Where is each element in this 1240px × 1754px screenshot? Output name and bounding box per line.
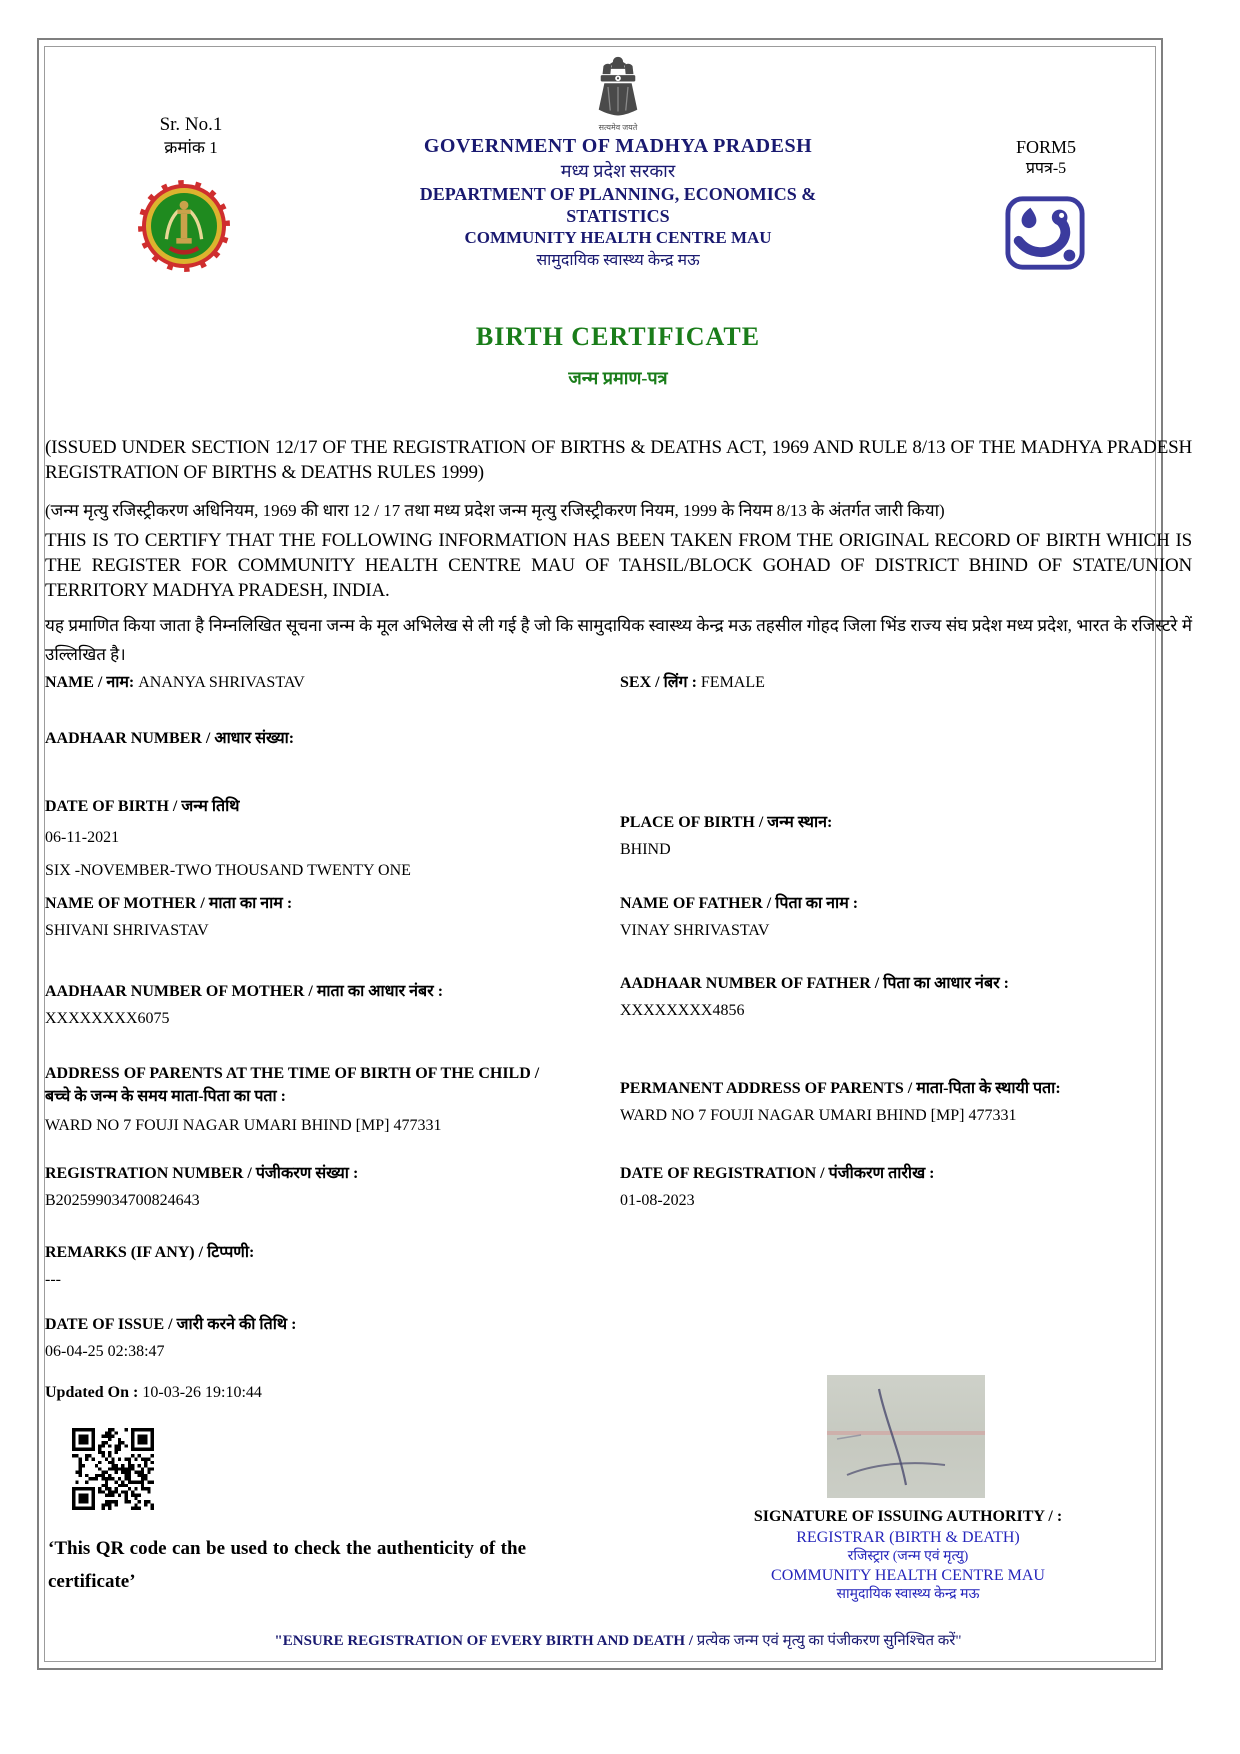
crs-logo-icon [1004,194,1086,272]
form-number-en: FORM5 [1015,137,1077,157]
serial-number [121,113,261,159]
field-mother-label: NAME OF MOTHER / माता का नाम : [45,895,293,912]
field-sex-label: SEX / लिंग : [620,674,697,691]
footer-slogan [40,1630,1196,1650]
field-issue-value: 06-04-25 02:38:47 [45,1343,165,1360]
field-aadhaar-child-label: AADHAAR NUMBER / आधार संख्या: [45,730,295,747]
field-mother-name [45,893,292,941]
field-father-label: NAME OF FATHER / पिता का नाम : [620,895,859,912]
field-father-aadhaar-label: AADHAAR NUMBER OF FATHER / पिता का आधार नंबर : [620,975,1009,992]
department-line: DEPARTMENT OF PLANNING, ECONOMICS & STATISTICS [419,184,817,226]
field-sex-value: FEMALE [700,674,765,691]
field-dob-label: DATE OF BIRTH / जन्म तिथि [45,798,240,815]
field-permanent-address-value: WARD NO 7 FOUJI NAGAR UMARI BHIND [MP] 477331 [620,1107,1017,1124]
field-remarks [45,1242,254,1290]
field-father-value: VINAY SHRIVASTAV [620,922,770,939]
government-line: GOVERNMENT OF MADHYA PRADESH [423,135,813,157]
page-title-hi: जन्म प्रमाण-पत्र [568,368,668,388]
field-permanent-address-label: PERMANENT ADDRESS OF PARENTS / माता-पिता के स्थायी पता: [620,1080,1061,1097]
field-place-of-birth [620,812,832,860]
field-name-label: NAME / नाम: [45,674,135,691]
signature-block [658,1506,1158,1604]
serial-number-en: Sr. No.1 [159,114,223,135]
field-updated-on [45,1382,262,1403]
field-father-name [620,893,858,941]
field-remarks-label: REMARKS (IF ANY) / टिप्पणी: [45,1244,255,1261]
field-aadhaar-child [45,728,294,749]
signature-image [827,1375,985,1498]
national-emblem [586,56,650,133]
field-mother-aadhaar [45,981,443,1029]
field-registration-date [620,1163,935,1211]
certify-paragraph: THIS IS TO CERTIFY THAT THE FOLLOWING INFORMATION HAS BEEN TAKEN FROM THE ORIGINAL RECORD OF BIRTH WHICH IS THE REGISTER FOR COMMUNITY HEALTH CENTRE MAU OF TAHSIL/BLOCK GOHAD OF DISTRICT BHIND OF STATE/UNION TERRITORY MADHYA PRADESH, INDIA. [45,530,1192,601]
field-pob-value: BHIND [620,841,671,858]
field-dob-value: 06-11-2021 [45,829,120,846]
field-regno-label: REGISTRATION NUMBER / पंजीकरण संख्या : [45,1165,359,1182]
field-sex [620,672,765,693]
ashoka-emblem-icon [595,56,641,116]
field-registration-number [45,1163,358,1211]
mp-seal-emblem [151,193,217,259]
serial-number-hi: क्रमांक 1 [164,138,218,157]
signature-authority: REGISTRAR (BIRTH & DEATH) [796,1529,1020,1546]
certify-paragraph-hi: यह प्रमाणित किया जाता है निम्नलिखित सूचना जन्म के मूल अभिलेख से ली गई है जो कि सामुदायिक स्वास्थ्य केन्द्र मऊ तहसील गोहद जिला भिंड राज्य संघ प्रदेश मध्य प्रदेश, भारत के रजिस्टरे में उल्लिखित है। [45,616,1192,664]
field-name-value: ANANYA SHRIVASTAV [138,674,305,691]
header-block [388,134,848,272]
signature-office-hi: सामुदायिक स्वास्थ्य केन्द्र मऊ [836,1587,980,1602]
signature-authority-hi: रजिस्ट्रार (जन्म एवं मृत्यु) [847,1549,969,1564]
field-remarks-value: --- [45,1271,61,1288]
page-title: BIRTH CERTIFICATE [475,322,761,351]
field-permanent-address [620,1078,1145,1126]
government-line-hi: मध्य प्रदेश सरकार [560,161,676,181]
field-pob-label: PLACE OF BIRTH / जन्म स्थान: [620,814,833,831]
footer-slogan-hi: प्रत्येक जन्म एवं मृत्यु का पंजीकरण सुनिश्चित करें" [696,1633,962,1649]
centre-line: COMMUNITY HEALTH CENTRE MAU [464,228,772,247]
field-mother-aadhaar-value: XXXXXXXX6075 [45,1010,170,1027]
field-birth-address-value: WARD NO 7 FOUJI NAGAR UMARI BHIND [MP] 477331 [45,1117,442,1134]
emblem-motto: सत्यमेव जयते [598,123,638,132]
field-dob-value-words: SIX -NOVEMBER-TWO THOUSAND TWENTY ONE [45,862,411,879]
footer-slogan-en: "ENSURE REGISTRATION OF EVERY BIRTH AND DEATH / [274,1633,694,1649]
qr-code [72,1428,154,1510]
signature-label: SIGNATURE OF ISSUING AUTHORITY / : [753,1508,1063,1525]
field-mother-value: SHIVANI SHRIVASTAV [45,922,209,939]
field-regdate-label: DATE OF REGISTRATION / पंजीकरण तारीख : [620,1165,935,1182]
signature-office: COMMUNITY HEALTH CENTRE MAU [771,1567,1045,1584]
field-updated-value: 10-03-26 19:10:44 [142,1384,262,1401]
field-updated-label: Updated On : [45,1384,139,1401]
centre-line-hi: सामुदायिक स्वास्थ्य केन्द्र मऊ [536,252,700,269]
issued-under-paragraph-hi: (जन्म मृत्यु रजिस्ट्रीकरण अधिनियम, 1969 की धारा 12 / 17 तथा मध्य प्रदेश जन्म मृत्यु रजिस्ट्रीकरण नियम, 1999 के नियम 8/13 के अंतर्गत जारी किया) [45,501,945,520]
issued-under-paragraph: (ISSUED UNDER SECTION 12/17 OF THE REGISTRATION OF BIRTHS & DEATHS ACT, 1969 AND RULE 8/13 OF THE MADHYA PRADESH REGISTRATION OF BIRTHS & DEATHS RULES 1999) [45,437,1192,483]
field-name [45,672,305,693]
form-number-hi: प्रपत्र-5 [1025,160,1067,177]
mp-state-seal-icon [138,180,230,272]
field-birth-address-label: ADDRESS OF PARENTS AT THE TIME OF BIRTH OF THE CHILD / बच्चे के जन्म के समय माता-पिता का पता : [45,1065,540,1105]
field-mother-aadhaar-label: AADHAAR NUMBER OF MOTHER / माता का आधार नंबर : [45,983,444,1000]
field-regno-value: B202599034700824643 [45,1192,200,1209]
field-date-of-issue [45,1314,296,1362]
form-number [986,136,1106,180]
field-date-of-birth [45,796,411,883]
field-issue-label: DATE OF ISSUE / जारी करने की तिथि : [45,1316,297,1333]
field-father-aadhaar-value: XXXXXXXX4856 [620,1002,745,1019]
field-birth-address [45,1062,560,1136]
field-father-aadhaar [620,973,1009,1021]
qr-note: ‘This QR code can be used to check the authenticity of the certificate’ [48,1538,526,1592]
field-regdate-value: 01-08-2023 [620,1192,695,1209]
